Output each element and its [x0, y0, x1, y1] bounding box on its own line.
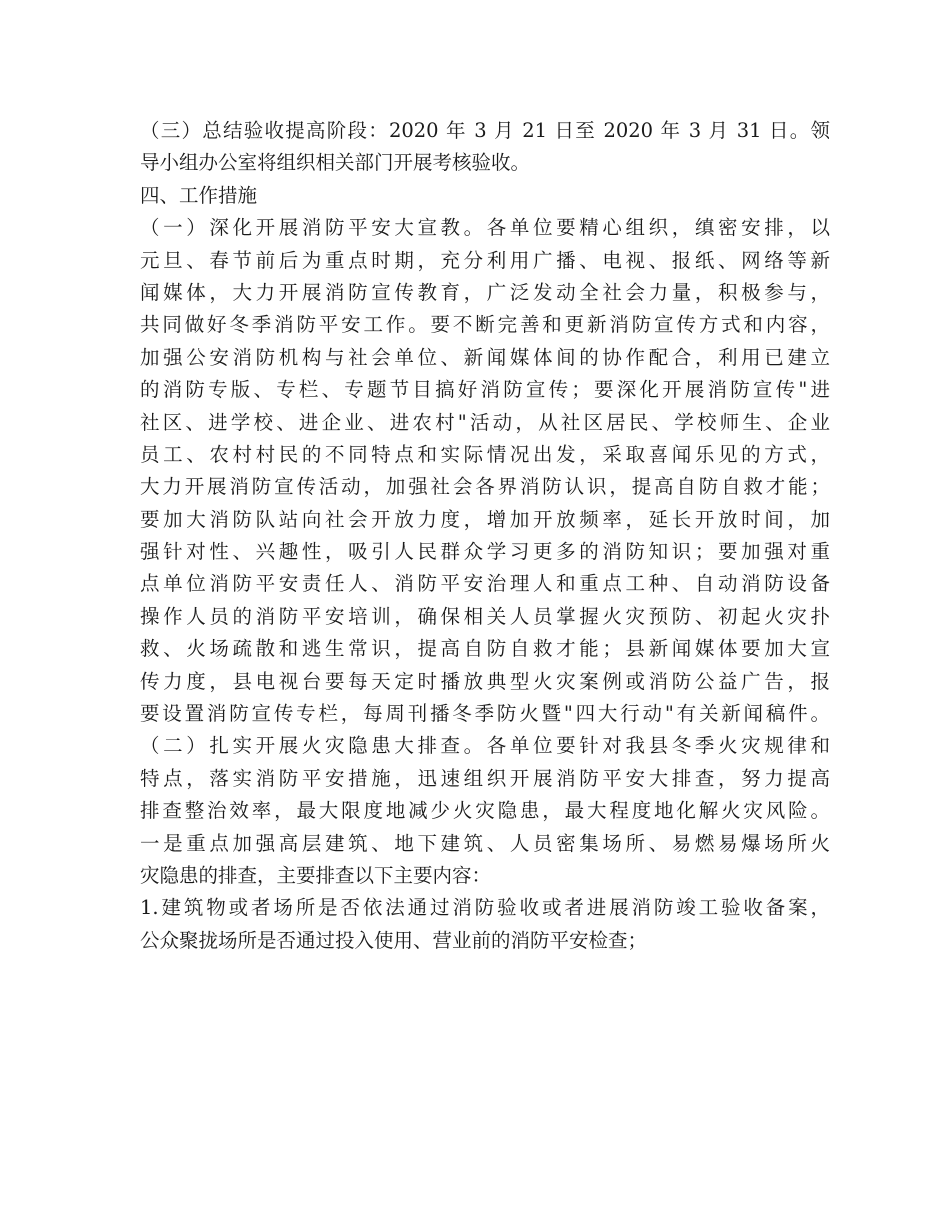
paragraph-3-line: （三）总结验收提高阶段：2020 年 3 月 21 日至 2020 年 3 月 31 日。领: [140, 119, 830, 142]
measure-1-line: 传力度，县电视台要每天定时播放典型火灾案例或消防公益广告，报: [140, 669, 830, 693]
measure-1-line: 的消防专版、专栏、专题节目搞好消防宣传；要深化开展消防宣传"进: [140, 378, 830, 402]
measure-1-line: 要设置消防宣传专栏，每周刊播冬季防火暨"四大行动"有关新闻稿件。: [140, 702, 830, 726]
document-body: [140, 115, 830, 957]
measure-1-line: 元旦、春节前后为重点时期，充分利用广播、电视、报纸、网络等新: [140, 248, 830, 272]
measure-1-line: 点单位消防平安责任人、消防平安治理人和重点工种、自动消防设备: [140, 572, 830, 596]
measure-2-line: 一是重点加强高层建筑、地下建筑、人员密集场所、易燃易爆场所火: [140, 831, 830, 855]
list-item-1-line: 公众聚拢场所是否通过投入使用、营业前的消防平安检查；: [140, 928, 648, 952]
measure-2-line: 特点，落实消防平安措施，迅速组织开展消防平安大排查，努力提高: [140, 766, 830, 790]
list-item-1-line: 1.建筑物或者场所是否依法通过消防验收或者进展消防竣工验收备案，: [140, 896, 830, 920]
measure-1-line: 员工、农村村民的不同特点和实际情况出发，采取喜闻乐见的方式，: [140, 442, 830, 466]
section-heading-work-measures: 四、工作措施: [140, 183, 258, 207]
measure-1-line: 社区、进学校、进企业、进农村"活动，从社区居民、学校师生、企业: [140, 410, 830, 434]
measure-1-line: 救、火场疏散和逃生常识，提高自防自救才能；县新闻媒体要加大宣: [140, 637, 830, 661]
measure-2-line: 灾隐患的排查，主要排查以下主要内容：: [140, 863, 492, 887]
measure-1-line: 操作人员的消防平安培训，确保相关人员掌握火灾预防、初起火灾扑: [140, 604, 830, 628]
measure-1-line: 强针对性、兴趣性，吸引人民群众学习更多的消防知识；要加强对重: [140, 540, 830, 564]
measure-1-line: 共同做好冬季消防平安工作。要不断完善和更新消防宣传方式和内容，: [140, 313, 830, 337]
measure-1-line: 加强公安消防机构与社会单位、新闻媒体间的协作配合，利用已建立: [140, 345, 830, 369]
paragraph-3-line: 导小组办公室将组织相关部门开展考核验收。: [140, 151, 531, 175]
measure-2-line: 排查整治效率，最大限度地减少火灾隐患，最大程度地化解火灾风险。: [140, 799, 830, 823]
measure-1-line: 要加大消防队站向社会开放力度，增加开放频率，延长开放时间，加: [140, 507, 830, 531]
measure-1-line: 大力开展消防宣传活动，加强社会各界消防认识，提高自防自救才能；: [140, 475, 830, 499]
measure-2-line: （二）扎实开展火灾隐患大排查。各单位要针对我县冬季火灾规律和: [140, 734, 830, 758]
measure-1-line: 闻媒体，大力开展消防宣传教育，广泛发动全社会力量，积极参与，: [140, 280, 830, 304]
measure-1-line: （一）深化开展消防平安大宣教。各单位要精心组织，缜密安排，以: [140, 216, 830, 240]
